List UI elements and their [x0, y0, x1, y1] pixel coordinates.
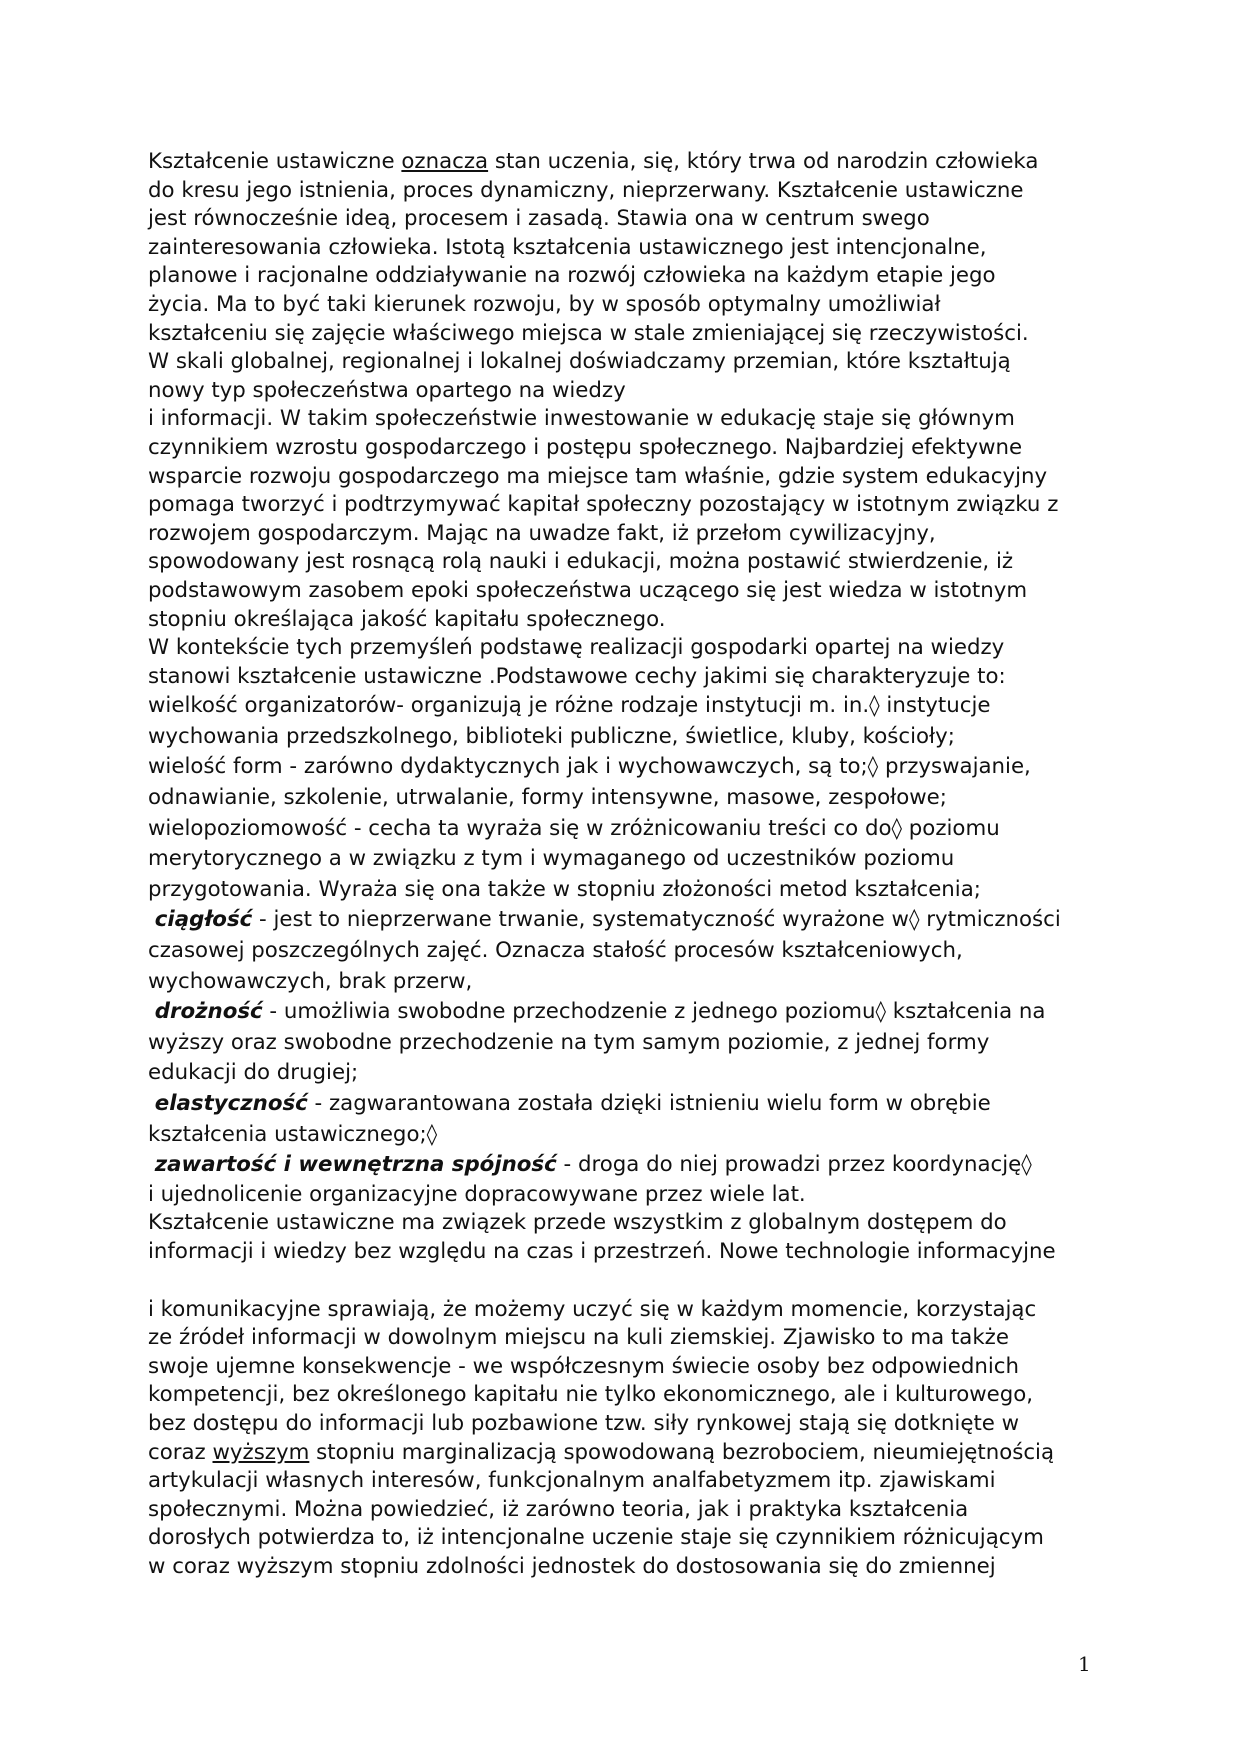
document-body — [148, 148, 1098, 1582]
text-line: zainteresowania człowieka. Istotą kształcenia ustawicznego jest intencjonalne, — [148, 234, 987, 260]
text-line: dorosłych potwierdza to, iż intencjonalne uczenie staje się czynnikiem różnicującym — [148, 1525, 1044, 1551]
text-line: W kontekście tych przemyśleń podstawę realizacji gospodarki opartej na wiedzy — [148, 635, 1005, 661]
text-line: ze źródeł informacji w dowolnym miejscu na kuli ziemskiej. Zjawisko to ma także — [148, 1325, 1009, 1351]
list-item-line: drożność - umożliwia swobodne przechodzenie z jednego poziomu◊ kształcenia na — [154, 999, 1046, 1025]
list-item-line: wielkość organizatorów- organizują je różne rodzaje instytucji m. in.◊ instytucje — [148, 693, 991, 719]
text-line: wychowania przedszkolnego, biblioteki publiczne, świetlice, kluby, kościoły; — [148, 723, 955, 749]
list-item-line: elastyczność - zagwarantowana została dzięki istnieniu wielu form w obrębie — [154, 1091, 991, 1116]
text-line: coraz wyższym stopniu marginalizacją spowodowaną bezrobociem, nieumiejętnością — [148, 1439, 1055, 1465]
text-line: stanowi kształcenie ustawiczne .Podstawowe cechy jakimi się charakteryzuje to: — [148, 663, 1006, 689]
text-line: merytorycznego a w związku z tym i wymaganego od uczestników poziomu — [148, 846, 955, 872]
text-line: informacji i wiedzy bez względu na czas i przestrzeń. Nowe technologie informacyjne — [148, 1238, 1056, 1264]
text-line: życia. Ma to być taki kierunek rozwoju, by w sposób optymalny umożliwiał — [148, 291, 941, 317]
text-line: Kształcenie ustawiczne oznacza stan uczenia, się, który trwa od narodzin człowieka — [148, 149, 1039, 174]
list-item-line: wielopoziomowość - cecha ta wyraża się w zróżnicowaniu treści co do◊ poziomu — [148, 815, 1000, 841]
blank-line — [148, 1267, 1098, 1296]
text-line: czynnikiem wzrostu gospodarczego i postępu społecznego. Najbardziej efektywne — [148, 434, 1023, 460]
text-line: edukacji do drugiej; — [148, 1060, 359, 1086]
list-item-line: wielość form - zarówno dydaktycznych jak i wychowawczych, są to;◊ przyswajanie, — [148, 754, 1031, 780]
text-line: do kresu jego istnienia, proces dynamiczny, nieprzerwany. Kształcenie ustawiczne — [148, 177, 1024, 203]
text-line: kształceniu się zajęcie właściwego miejsca w stale zmieniającej się rzeczywistości. — [148, 320, 1029, 346]
text-line: odnawianie, szkolenie, utrwalanie, formy intensywne, masowe, zespołowe; — [148, 785, 947, 811]
text-line: artykulacji własnych interesów, funkcjonalnym analfabetyzmem itp. zjawiskami — [148, 1468, 996, 1494]
text-line: i komunikacyjne sprawiają, że możemy uczyć się w każdym momencie, korzystając — [148, 1296, 1037, 1322]
term-zawartosc: zawartość i wewnętrzna spójność — [154, 1152, 557, 1178]
text-line: planowe i racjonalne oddziaływanie na rozwój człowieka na każdym etapie jego — [148, 263, 996, 289]
text-line: swoje ujemne konsekwencje - we współczesnym świecie osoby bez odpowiednich — [148, 1353, 1019, 1379]
text-line: bez dostępu do informacji lub pozbawione tzw. siły rynkowej stają się dotknięte w — [148, 1410, 1020, 1436]
text-line: czasowej poszczególnych zajęć. Oznacza stałość procesów kształceniowych, — [148, 938, 963, 964]
text-line: podstawowym zasobem epoki społeczeństwa uczącego się jest wiedza w istotnym — [148, 577, 1028, 603]
list-item-line: zawartość i wewnętrzna spójność - droga do niej prowadzi przez koordynację◊ — [154, 1152, 1032, 1178]
text-line: pomaga tworzyć i podtrzymywać kapitał społeczny pozostający w istotnym związku z — [148, 492, 1059, 518]
text-line: wsparcie rozwoju gospodarczego ma miejsce tam właśnie, gdzie system edukacyjny — [148, 463, 1048, 489]
text-line: jest równocześnie ideą, procesem i zasadą. Stawia ona w centrum swego — [148, 206, 930, 232]
text-line: Kształcenie ustawiczne ma związek przede wszystkim z globalnym dostępem do — [148, 1210, 1007, 1236]
text-line: stopniu określająca jakość kapitału społecznego. — [148, 606, 666, 632]
term-ciaglosc: ciągłość — [154, 907, 253, 933]
page-number: 1 — [1078, 1652, 1091, 1676]
text-line: spowodowany jest rosnącą rolą nauki i edukacji, można postawić stwierdzenie, iż — [148, 549, 1014, 575]
underlined-word: oznacza — [401, 149, 489, 174]
text-line: kompetencji, bez określonego kapitału nie tylko ekonomicznego, ale i kulturowego, — [148, 1382, 1034, 1408]
text-line: wychowawczych, brak przerw, — [148, 968, 473, 994]
text-line: rozwojem gospodarczym. Mając na uwadze fakt, iż przełom cywilizacyjny, — [148, 520, 936, 546]
text-line: nowy typ społeczeństwa opartego na wiedzy — [148, 377, 626, 403]
list-item-line: ciągłość - jest to nieprzerwane trwanie, systematyczność wyrażone w◊ rytmiczności — [154, 907, 1061, 933]
text-line: i ujednolicenie organizacyjne dopracowywane przez wiele lat. — [148, 1181, 806, 1207]
text-line: wyższy oraz swobodne przechodzenie na tym samym poziomie, z jednej formy — [148, 1029, 990, 1055]
text-line: społecznymi. Można powiedzieć, iż zarówno teoria, jak i praktyka kształcenia — [148, 1496, 969, 1522]
text-line: w coraz wyższym stopniu zdolności jednostek do dostosowania się do zmiennej — [148, 1553, 996, 1579]
text-line: W skali globalnej, regionalnej i lokalnej doświadczamy przemian, które kształtują — [148, 349, 1011, 375]
term-droznosc: drożność — [154, 999, 263, 1025]
underlined-word: wyższym — [212, 1439, 310, 1465]
text-line: kształcenia ustawicznego;◊ — [148, 1121, 438, 1147]
text-line: przygotowania. Wyraża się ona także w stopniu złożoności metod kształcenia; — [148, 876, 981, 902]
text-line: i informacji. W takim społeczeństwie inwestowanie w edukację staje się głównym — [148, 406, 1015, 432]
term-elastycznosc: elastyczność — [154, 1091, 308, 1116]
